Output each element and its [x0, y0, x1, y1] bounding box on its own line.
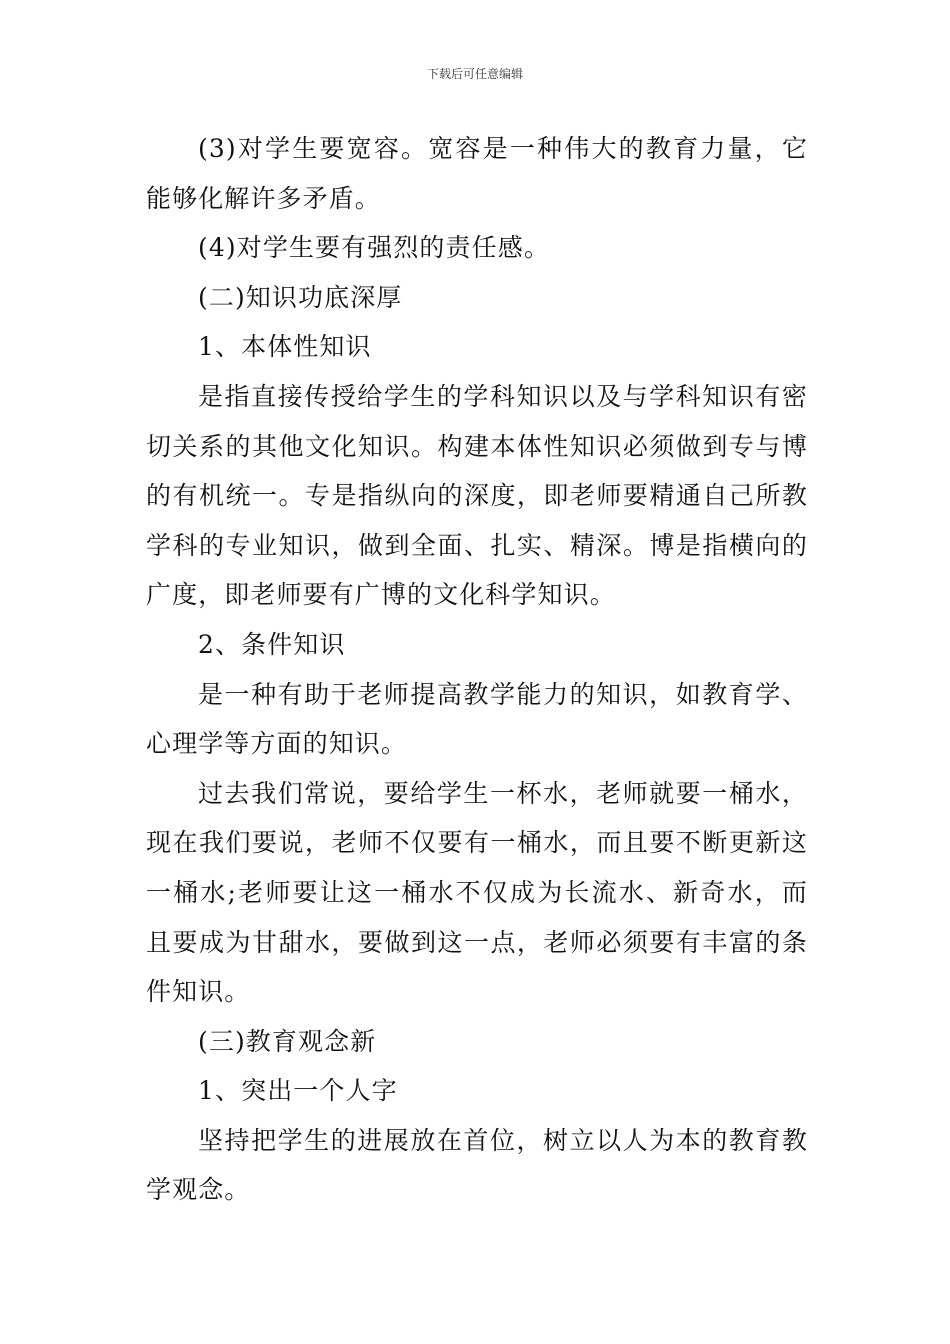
paragraph-conditional-knowledge: 是一种有助于老师提高教学能力的知识，如教育学、心理学等方面的知识。 — [146, 679, 808, 759]
subheading-ontological-knowledge: 1、本体性知识 — [198, 332, 372, 362]
paragraph-people-first: 坚持把学生的进展放在首位，树立以人为本的教育教学观念。 — [146, 1125, 808, 1205]
header-note: 下载后可任意编辑 — [426, 67, 523, 81]
subheading-conditional-knowledge: 2、条件知识 — [198, 629, 346, 659]
body-text — [146, 124, 808, 1215]
paragraph-ontological-knowledge: 是指直接传授给学生的学科知识以及与学科知识有密切关系的其他文化知识。构建本体性知识必须做到专与博的有机统一。专是指纵向的深度，即老师要精通自己所教学科的专业知识，做到全面、扎实、精深。博是指横向的广度，即老师要有广博的文化科学知识。 — [146, 381, 808, 610]
paragraph-responsibility: (4)对学生要有强烈的责任感。 — [198, 233, 550, 263]
subheading-people-first: 1、突出一个人字 — [198, 1076, 398, 1106]
section-heading-knowledge: (二)知识功底深厚 — [198, 282, 403, 312]
paragraph-tolerance: (3)对学生要宽容。宽容是一种伟大的教育力量，它能够化解许多矛盾。 — [146, 134, 808, 213]
section-heading-education-concept: (三)教育观念新 — [198, 1026, 377, 1056]
paragraph-bucket-of-water: 过去我们常说，要给学生一杯水，老师就要一桶水，现在我们要说，老师不仅要有一桶水，而且要不断更新这一桶水;老师要让这一桶水不仅成为长流水、新奇水，而且要成为甘甜水，要做到这一点，老师必须要有丰富的条件知识。 — [146, 778, 808, 1007]
